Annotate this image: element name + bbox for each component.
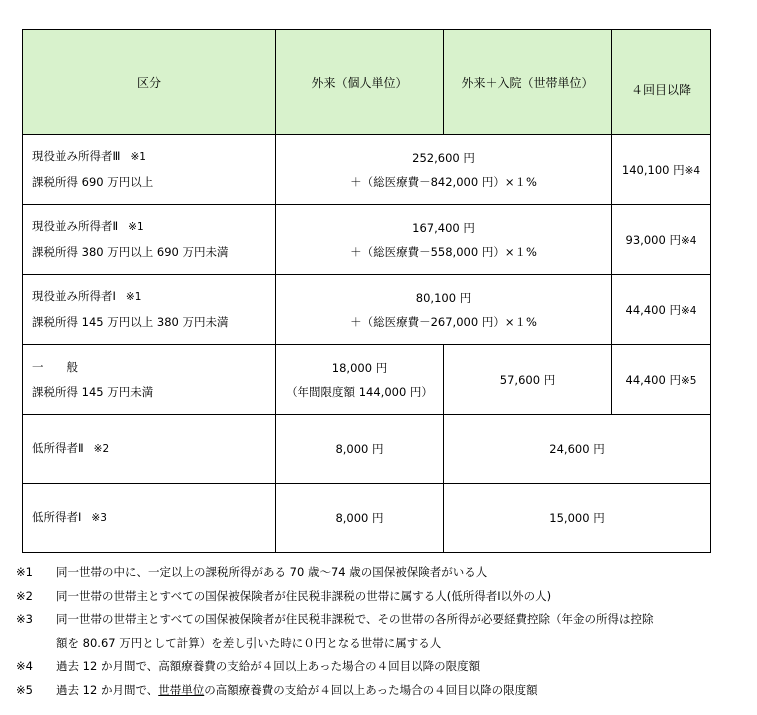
row-category: 低所得者Ⅰ ※3 [23, 484, 276, 553]
row-category: 現役並み所得者Ⅲ ※1 課税所得 690 万円以上 [23, 135, 276, 205]
footnote-text: 同一世帯の中に、一定以上の課税所得がある 70 歳～74 歳の国保被保険者がいる人 [56, 565, 488, 579]
footnote-ref: ※3 [91, 512, 107, 524]
row-fourth-amount: 44,400 円※4 [612, 275, 711, 345]
table-row [23, 345, 711, 415]
footnote-4 [16, 655, 751, 679]
footnote-1 [16, 561, 751, 585]
table-row [23, 275, 711, 345]
footnote-text: 同一世帯の世帯主とすべての国保被保険者が住民税非課税の世帯に属する人(低所得者Ⅰ以外の人) [56, 588, 552, 603]
header-combined: 外来＋入院（世帯単位） [444, 30, 612, 135]
limit-table [22, 29, 711, 553]
footnote-ref: ※5 [680, 374, 697, 387]
footnote-ref: ※1 [130, 151, 146, 163]
row-combined: 15,000 円 [444, 484, 711, 553]
footnote-ref: ※4 [680, 304, 697, 317]
row-category: 一 般 課税所得 145 万円未満 [23, 345, 276, 415]
header-outpatient: 外来（個人単位） [276, 30, 444, 135]
footnote-text: 過去 12 か月間で、世帯単位の高額療養費の支給が４回以上あった場合の４回目以降の限度額 [56, 682, 538, 697]
row-combined: 24,600 円 [444, 415, 711, 484]
footnote-5 [16, 679, 751, 703]
footnote-mark: ※1 [16, 565, 33, 579]
footnote-ref: ※4 [684, 164, 701, 177]
footnotes [16, 561, 751, 703]
row-category: 低所得者Ⅱ ※2 [23, 415, 276, 484]
footnote-text: 同一世帯の世帯主とすべての国保被保険者が住民税非課税で、その世帯の各所得が必要経費控除（年金の所得は控除 額を 80.67 万円として計算）を差し引いた時に０円となる世帯に属する人 [56, 612, 654, 650]
row-outpatient: 18,000 円 （年間限度額 144,000 円） [276, 345, 444, 415]
table-row [23, 484, 711, 553]
footnote-mark: ※2 [16, 588, 33, 603]
footnote-mark: ※4 [16, 659, 33, 674]
footnote-ref: ※1 [128, 221, 144, 233]
footnote-ref: ※4 [680, 234, 697, 247]
table-row [23, 415, 711, 484]
table-header-row [23, 30, 711, 135]
footnote-text: 過去 12 か月間で、高額療養費の支給が４回以上あった場合の４回目以降の限度額 [56, 659, 481, 674]
row-combined: 57,600 円 [444, 345, 612, 415]
row-amount: 252,600 円 ＋（総医療費－842,000 円）×１% [276, 135, 612, 205]
table-row [23, 135, 711, 205]
header-fourth: ４回目以降 [612, 30, 711, 135]
footnote-ref: ※1 [125, 291, 142, 303]
row-category: 現役並み所得者Ⅱ ※1 課税所得 380 万円以上 690 万円未満 [23, 205, 276, 275]
row-fourth-amount: 93,000 円※4 [612, 205, 711, 275]
footnote-mark: ※3 [16, 612, 33, 627]
row-outpatient: 8,000 円 [276, 484, 444, 553]
footnote-mark: ※5 [16, 682, 33, 697]
row-amount: 167,400 円 ＋（総医療費－558,000 円）×１% [276, 205, 612, 275]
row-category: 現役並み所得者Ⅰ ※1 課税所得 145 万円以上 380 万円未満 [23, 275, 276, 345]
footnote-ref: ※2 [93, 443, 110, 455]
row-amount: 80,100 円 ＋（総医療費－267,000 円）×１% [276, 275, 612, 345]
row-outpatient: 8,000 円 [276, 415, 444, 484]
table-row [23, 205, 711, 275]
footnote-2 [16, 585, 751, 609]
header-category: 区分 [23, 30, 276, 135]
underlined-term: 世帯単位 [158, 682, 205, 697]
row-fourth-amount: 140,100 円※4 [612, 135, 711, 205]
row-fourth-amount: 44,400 円※5 [612, 345, 711, 415]
footnote-3 [16, 608, 751, 655]
